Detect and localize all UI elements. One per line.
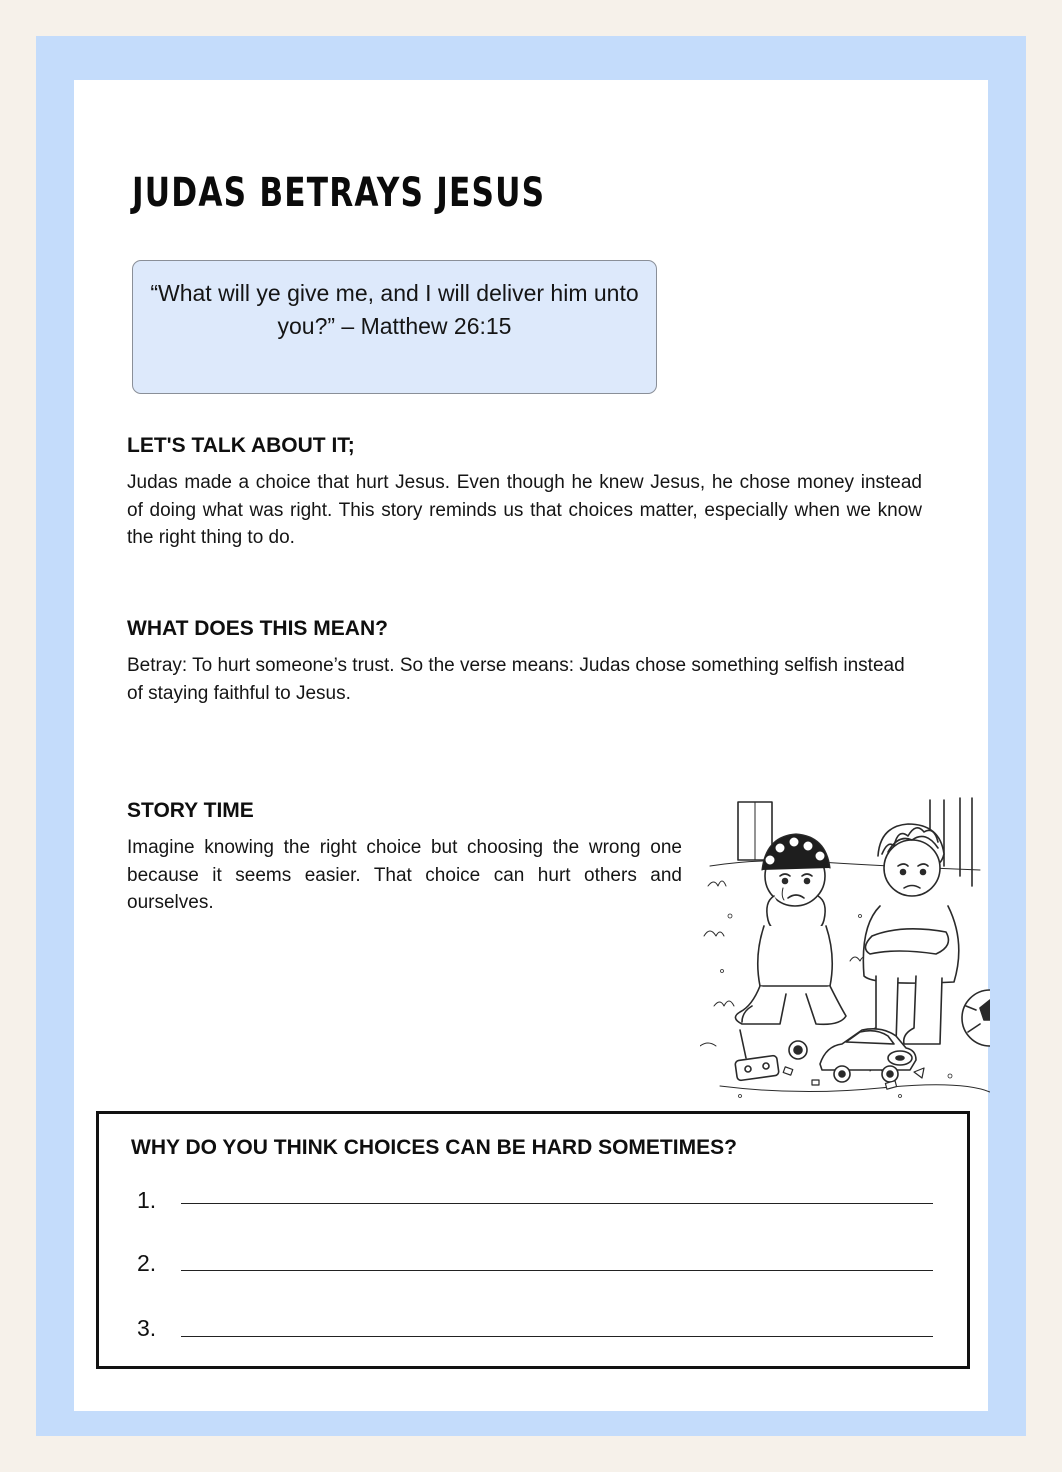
page-title: JUDAS BETRAYS JESUS <box>132 170 546 216</box>
story-time-text: Imagine knowing the right choice but choosing the wrong one because it seems easier. That choice can hurt others and ourselves. <box>127 837 682 913</box>
meaning-text: Betray: To hurt someone’s trust. So the verse means: Judas chose something selfish instead of staying faithful to Jesus. <box>127 655 905 704</box>
soccer-ball <box>962 990 990 1046</box>
meaning-heading: WHAT DOES THIS MEAN? <box>127 617 388 640</box>
question-title: WHY DO YOU THINK CHOICES CAN BE HARD SOMETIMES? <box>131 1136 737 1159</box>
talk-about-heading: LET'S TALK ABOUT IT; <box>127 434 355 457</box>
story-time-heading: STORY TIME <box>127 799 254 822</box>
answer-line-1[interactable] <box>181 1203 933 1204</box>
answer-line-3[interactable] <box>181 1336 933 1337</box>
question-box <box>96 1111 970 1369</box>
verse-text: “What will ye give me, and I will deliver him unto you?” – Matthew 26:15 <box>150 280 639 339</box>
sad-children-illustration <box>700 796 990 1108</box>
answer-number-1: 1. <box>137 1187 157 1213</box>
answer-line-2[interactable] <box>181 1270 933 1271</box>
talk-about-text: Judas made a choice that hurt Jesus. Even though he knew Jesus, he chose money instead of doing what was right. This story reminds us that choices matter, especially when we know the right thing to do. <box>127 472 922 548</box>
left-child-figure <box>735 834 846 1024</box>
remote-control <box>735 1030 779 1081</box>
verse-box <box>132 260 657 394</box>
answer-number-3: 3. <box>137 1315 157 1341</box>
answer-number-2: 2. <box>137 1250 157 1276</box>
